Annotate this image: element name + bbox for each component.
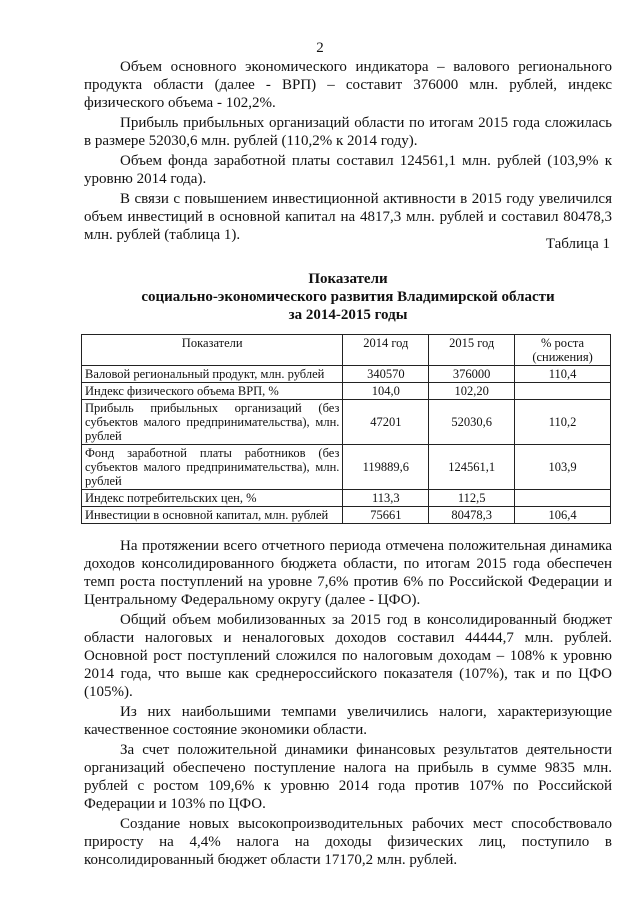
column-header: 2014 год — [343, 335, 429, 366]
table-title-line: социально-экономического развития Владимирской области — [141, 289, 555, 305]
row-name: Валовой региональный продукт, млн. рублей — [82, 366, 343, 383]
growth-value — [515, 383, 611, 400]
value-2014: 104,0 — [343, 383, 429, 400]
table-row — [82, 383, 611, 400]
row-name: Инвестиции в основной капитал, млн. рублей — [82, 507, 343, 524]
row-name: Индекс физического объема ВРП, % — [82, 383, 343, 400]
table-title-line: Показатели — [308, 271, 388, 287]
growth-value: 110,4 — [515, 366, 611, 383]
table-row — [82, 490, 611, 507]
table-row — [82, 366, 611, 383]
paragraph: Прибыль прибыльных организаций области по итогам 2015 года сложилась в размере 52030,6 млн. рублей (110,2% к 2014 году). — [84, 115, 612, 149]
body-text — [84, 537, 612, 871]
column-header: 2015 год — [429, 335, 515, 366]
paragraph: Объем фонда заработной платы составил 124561,1 млн. рублей (103,9% к уровню 2014 года). — [84, 153, 612, 187]
value-2015: 112,5 — [429, 490, 515, 507]
value-2014: 113,3 — [343, 490, 429, 507]
table-title — [84, 270, 612, 324]
indicators-table — [81, 334, 611, 524]
value-2015: 376000 — [429, 366, 515, 383]
paragraph: За счет положительной динамики финансовых результатов деятельности организаций обеспечено поступление налога на прибыль в сумме 9835 млн. рублей с ростом 109,6% к уровню 2014 года против 107% по Российской Федерации и 103% по ЦФО. — [84, 742, 612, 812]
value-2014: 119889,6 — [343, 445, 429, 490]
column-header: % роста (снижения) — [515, 335, 611, 366]
value-2015: 102,20 — [429, 383, 515, 400]
intro-text — [84, 58, 612, 246]
value-2014: 340570 — [343, 366, 429, 383]
paragraph: Создание новых высокопроизводительных рабочих мест способствовало приросту на 4,4% налога на доходы физических лиц, поступило в консолидированный бюджет области 17170,2 млн. рублей. — [84, 816, 612, 868]
paragraph: На протяжении всего отчетного периода отмечена положительная динамика доходов консолидированного бюджета области, по итогам 2015 года обеспечен темп роста поступлений на уровне 7,6% против 6% по Российской Федерации и Центральному Федеральному округу (далее - ЦФО). — [84, 538, 612, 608]
table-row — [82, 400, 611, 445]
value-2015: 52030,6 — [429, 400, 515, 445]
table-row — [82, 507, 611, 524]
value-2014: 75661 — [343, 507, 429, 524]
row-name: Прибыль прибыльных организаций (без субъектов малого предпринимательства), млн. рублей — [82, 400, 343, 445]
paragraph: В связи с повышением инвестиционной активности в 2015 году увеличился объем инвестиций в основной капитал на 4817,3 млн. рублей и составил 80478,3 млн. рублей (таблица 1). — [84, 191, 612, 243]
table-label: Таблица 1 — [545, 236, 610, 252]
paragraph: Объем основного экономического индикатора – валового регионального продукта области (далее - ВРП) – составит 376000 млн. рублей, индекс физического объема - 102,2%. — [84, 59, 612, 111]
growth-value — [515, 490, 611, 507]
value-2015: 124561,1 — [429, 445, 515, 490]
value-2014: 47201 — [343, 400, 429, 445]
growth-value: 110,2 — [515, 400, 611, 445]
table-title-line: за 2014-2015 годы — [288, 307, 408, 323]
value-2015: 80478,3 — [429, 507, 515, 524]
table-row — [82, 445, 611, 490]
paragraph: Общий объем мобилизованных за 2015 год в консолидированный бюджет области налоговых и неналоговых доходов составил 44444,7 млн. рублей. Основной рост поступлений сложился по налоговым доходам – 108% к уровню 2014 года, что выше как среднероссийского показателя (107%), так и по ЦФО (105%). — [84, 612, 612, 700]
row-name: Фонд заработной платы работников (без субъектов малого предпринимательства), млн. рублей — [82, 445, 343, 490]
row-name: Индекс потребительских цен, % — [82, 490, 343, 507]
page-number: 2 — [316, 40, 324, 56]
growth-value: 103,9 — [515, 445, 611, 490]
growth-value: 106,4 — [515, 507, 611, 524]
table-header-row — [82, 335, 611, 366]
paragraph: Из них наибольшими темпами увеличились налоги, характеризующие качественное состояние экономики области. — [84, 704, 612, 738]
column-header: Показатели — [82, 335, 343, 366]
